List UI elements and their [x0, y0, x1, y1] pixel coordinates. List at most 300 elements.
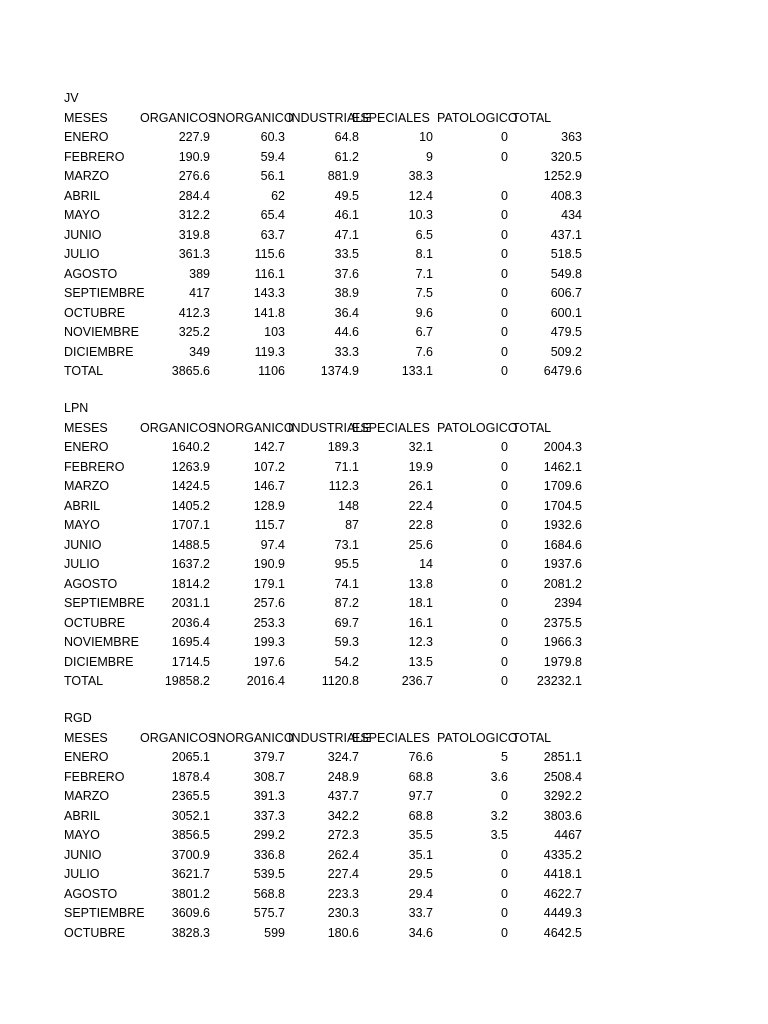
table-row — [0, 865, 768, 885]
especiales-cell: 133.1 — [401, 364, 433, 378]
industriale-cell: 324.7 — [327, 750, 359, 764]
inorganico-cell: 63.7 — [260, 227, 285, 242]
month-cell: JULIO — [64, 557, 100, 571]
month-cell: OCTUBRE — [64, 615, 126, 630]
organicos-cell: 2365.5 — [171, 789, 210, 803]
total-row — [0, 362, 768, 382]
industriale-cell: 64.8 — [334, 130, 359, 144]
organicos-cell: 1707.1 — [171, 518, 210, 532]
industriale-cell: 61.2 — [334, 149, 359, 164]
table-row — [0, 633, 768, 653]
industriale-cell: 272.3 — [327, 828, 359, 842]
organicos-cell: 1695.4 — [171, 635, 210, 649]
header-total: TOTAL — [512, 420, 552, 435]
patologico-cell: 0 — [501, 654, 508, 669]
inorganico-cell: 575.7 — [253, 906, 285, 920]
header-meses: MESES — [64, 110, 108, 125]
industriale-cell: 248.9 — [327, 769, 359, 784]
industriale-cell: 262.4 — [327, 847, 359, 862]
inorganico-cell: 391.3 — [253, 789, 285, 803]
total-cell: 1937.6 — [543, 557, 582, 571]
header-inorganico: INORGANICO — [213, 420, 294, 435]
especiales-cell: 26.1 — [408, 479, 433, 493]
table-row — [0, 187, 768, 207]
total-cell: 437.1 — [550, 227, 582, 242]
especiales-cell: 9 — [426, 149, 433, 164]
patologico-cell: 0 — [501, 325, 508, 339]
table-row — [0, 594, 768, 614]
industriale-cell: 54.2 — [334, 654, 359, 669]
table-row — [0, 846, 768, 866]
organicos-cell: 319.8 — [178, 227, 210, 242]
total-cell: 606.7 — [550, 286, 582, 300]
organicos-cell: 1640.2 — [171, 440, 210, 454]
inorganico-cell: 2016.4 — [246, 674, 285, 688]
table-row — [0, 458, 768, 478]
organicos-cell: 3801.2 — [171, 886, 210, 901]
inorganico-cell: 128.9 — [253, 498, 285, 513]
organicos-cell: 1637.2 — [171, 557, 210, 571]
organicos-cell: 312.2 — [178, 208, 210, 222]
table-row — [0, 748, 768, 768]
total-cell: 408.3 — [550, 188, 582, 203]
industriale-cell: 881.9 — [327, 169, 359, 183]
especiales-cell: 8.1 — [415, 247, 433, 261]
industriale-cell: 33.5 — [334, 247, 359, 261]
patologico-cell: 0 — [501, 247, 508, 261]
month-cell: TOTAL — [64, 364, 104, 378]
especiales-cell: 236.7 — [401, 674, 433, 688]
especiales-cell: 29.5 — [408, 867, 433, 881]
organicos-cell: 1714.5 — [171, 654, 210, 669]
table-row — [0, 807, 768, 827]
table-row — [0, 265, 768, 285]
industriale-cell: 87.2 — [334, 596, 359, 610]
organicos-cell: 2065.1 — [171, 750, 210, 764]
month-cell: OCTUBRE — [64, 925, 126, 940]
organicos-cell: 276.6 — [178, 169, 210, 183]
especiales-cell: 7.5 — [415, 286, 433, 300]
organicos-cell: 1814.2 — [171, 576, 210, 591]
especiales-cell: 12.3 — [408, 635, 433, 649]
patologico-cell: 0 — [501, 305, 508, 320]
patologico-cell: 0 — [501, 847, 508, 862]
industriale-cell: 59.3 — [334, 635, 359, 649]
especiales-cell: 18.1 — [408, 596, 433, 610]
especiales-cell: 19.9 — [408, 459, 433, 474]
header-organicos: ORGANICOS — [140, 110, 217, 125]
total-cell: 320.5 — [550, 149, 582, 164]
patologico-cell: 0 — [501, 615, 508, 630]
inorganico-cell: 337.3 — [253, 808, 285, 823]
month-cell: MARZO — [64, 789, 110, 803]
inorganico-cell: 253.3 — [253, 615, 285, 630]
especiales-cell: 68.8 — [408, 808, 433, 823]
total-cell: 1979.8 — [543, 654, 582, 669]
table-row — [0, 516, 768, 536]
patologico-cell: 0 — [501, 867, 508, 881]
patologico-cell: 0 — [501, 596, 508, 610]
header-row — [0, 729, 768, 749]
month-cell: MAYO — [64, 208, 100, 222]
table-row — [0, 787, 768, 807]
inorganico-cell: 568.8 — [253, 886, 285, 901]
total-cell: 6479.6 — [543, 364, 582, 378]
inorganico-cell: 143.3 — [253, 286, 285, 300]
table-row — [0, 536, 768, 556]
month-cell: FEBRERO — [64, 459, 125, 474]
table-row — [0, 924, 768, 944]
table-row — [0, 148, 768, 168]
industriale-cell: 38.9 — [334, 286, 359, 300]
organicos-cell: 3609.6 — [171, 906, 210, 920]
section-title: LPN — [64, 401, 89, 415]
inorganico-cell: 336.8 — [253, 847, 285, 862]
industriale-cell: 227.4 — [327, 867, 359, 881]
table-row — [0, 323, 768, 343]
patologico-cell — [436, 167, 508, 187]
patologico-cell: 0 — [501, 440, 508, 454]
month-cell: SEPTIEMBRE — [64, 596, 145, 610]
total-cell: 3803.6 — [543, 808, 582, 823]
patologico-cell: 0 — [501, 344, 508, 359]
patologico-cell: 0 — [501, 498, 508, 513]
total-cell: 1462.1 — [543, 459, 582, 474]
total-cell: 549.8 — [550, 266, 582, 281]
organicos-cell: 1263.9 — [171, 459, 210, 474]
organicos-cell: 412.3 — [178, 305, 210, 320]
especiales-cell: 22.4 — [408, 498, 433, 513]
industriale-cell: 230.3 — [327, 906, 359, 920]
total-cell: 23232.1 — [536, 674, 582, 688]
industriale-cell: 49.5 — [334, 188, 359, 203]
inorganico-cell: 56.1 — [260, 169, 285, 183]
industriale-cell: 189.3 — [327, 440, 359, 454]
industriale-cell: 87 — [345, 518, 359, 532]
industriale-cell: 73.1 — [334, 537, 359, 552]
industriale-cell: 37.6 — [334, 266, 359, 281]
table-row — [0, 575, 768, 595]
section-title: RGD — [64, 711, 92, 725]
total-cell: 1704.5 — [543, 498, 582, 513]
organicos-cell: 3700.9 — [171, 847, 210, 862]
especiales-cell: 35.1 — [408, 847, 433, 862]
inorganico-cell: 539.5 — [253, 867, 285, 881]
month-cell: MARZO — [64, 479, 110, 493]
especiales-cell: 29.4 — [408, 886, 433, 901]
industriale-cell: 437.7 — [327, 789, 359, 803]
total-cell: 4449.3 — [543, 906, 582, 920]
organicos-cell: 3856.5 — [171, 828, 210, 842]
inorganico-cell: 115.6 — [254, 247, 285, 261]
total-cell: 509.2 — [550, 344, 582, 359]
especiales-cell: 7.1 — [415, 266, 433, 281]
table-row — [0, 555, 768, 575]
month-cell: ABRIL — [64, 498, 101, 513]
month-cell: ABRIL — [64, 188, 101, 203]
especiales-cell: 68.8 — [408, 769, 433, 784]
month-cell: OCTUBRE — [64, 305, 126, 320]
inorganico-cell: 141.8 — [253, 305, 285, 320]
patologico-cell: 3.2 — [490, 808, 508, 823]
organicos-cell: 1405.2 — [171, 498, 210, 513]
especiales-cell: 35.5 — [408, 828, 433, 842]
organicos-cell: 227.9 — [178, 130, 210, 144]
inorganico-cell: 107.2 — [253, 459, 285, 474]
month-cell: SEPTIEMBRE — [64, 906, 145, 920]
total-cell: 3292.2 — [543, 789, 582, 803]
patologico-cell: 0 — [501, 537, 508, 552]
header-patologico: PATOLOGICO — [437, 110, 518, 125]
especiales-cell: 76.6 — [408, 750, 433, 764]
organicos-cell: 284.4 — [178, 188, 210, 203]
industriale-cell: 1120.8 — [321, 674, 359, 688]
total-cell: 2375.5 — [543, 615, 582, 630]
month-cell: JULIO — [64, 247, 100, 261]
especiales-cell: 22.8 — [408, 518, 433, 532]
total-cell: 4418.1 — [543, 867, 582, 881]
table-row — [0, 497, 768, 517]
inorganico-cell: 116.1 — [254, 266, 285, 281]
patologico-cell: 5 — [501, 750, 508, 764]
especiales-cell: 6.5 — [415, 227, 433, 242]
table-row — [0, 167, 768, 187]
especiales-cell: 97.7 — [408, 789, 433, 803]
especiales-cell: 10 — [419, 130, 433, 144]
month-cell: ENERO — [64, 130, 109, 144]
industriale-cell: 69.7 — [334, 615, 359, 630]
total-cell: 4335.2 — [543, 847, 582, 862]
inorganico-cell: 197.6 — [253, 654, 285, 669]
total-row — [0, 672, 768, 692]
especiales-cell: 10.3 — [408, 208, 433, 222]
inorganico-cell: 1106 — [258, 364, 285, 378]
patologico-cell: 0 — [501, 906, 508, 920]
month-cell: MARZO — [64, 169, 110, 183]
inorganico-cell: 60.3 — [260, 130, 285, 144]
month-cell: AGOSTO — [64, 576, 118, 591]
total-cell: 434 — [561, 208, 582, 222]
table-row — [0, 226, 768, 246]
total-cell: 4642.5 — [543, 925, 582, 940]
patologico-cell: 0 — [501, 576, 508, 591]
month-cell: JUNIO — [64, 537, 102, 552]
total-cell: 4467 — [554, 828, 582, 842]
inorganico-cell: 97.4 — [260, 537, 285, 552]
industriale-cell: 223.3 — [327, 886, 359, 901]
inorganico-cell: 190.9 — [253, 557, 285, 571]
industriale-cell: 74.1 — [334, 576, 359, 591]
inorganico-cell: 257.6 — [253, 596, 285, 610]
patologico-cell: 0 — [501, 130, 508, 144]
table-row — [0, 768, 768, 788]
patologico-cell: 3.6 — [490, 769, 508, 784]
organicos-cell: 1488.5 — [171, 537, 210, 552]
month-cell: ENERO — [64, 750, 109, 764]
inorganico-cell: 62 — [271, 188, 285, 203]
patologico-cell: 0 — [501, 479, 508, 493]
header-patologico: PATOLOGICO — [437, 420, 518, 435]
header-meses: MESES — [64, 420, 108, 435]
patologico-cell: 3.5 — [490, 828, 508, 842]
especiales-cell: 9.6 — [415, 305, 433, 320]
header-total: TOTAL — [512, 110, 552, 125]
month-cell: JUNIO — [64, 847, 102, 862]
total-cell: 363 — [561, 130, 582, 144]
patologico-cell: 0 — [501, 286, 508, 300]
header-inorganico: INORGANICO — [213, 730, 294, 745]
patologico-cell: 0 — [501, 635, 508, 649]
month-cell: MAYO — [64, 828, 100, 842]
industriale-cell: 1374.9 — [320, 364, 359, 378]
industriale-cell: 342.2 — [327, 808, 359, 823]
total-cell: 4622.7 — [543, 886, 582, 901]
month-cell: FEBRERO — [64, 149, 125, 164]
patologico-cell: 0 — [501, 886, 508, 901]
organicos-cell: 3865.6 — [171, 364, 210, 378]
month-cell: JUNIO — [64, 227, 102, 242]
table-row — [0, 438, 768, 458]
table-row — [0, 826, 768, 846]
section-title: JV — [64, 91, 79, 105]
total-cell: 1709.6 — [543, 479, 582, 493]
header-row — [0, 109, 768, 129]
especiales-cell: 16.1 — [408, 615, 433, 630]
total-cell: 600.1 — [550, 305, 582, 320]
table-row — [0, 245, 768, 265]
patologico-cell: 0 — [501, 188, 508, 203]
organicos-cell: 325.2 — [178, 325, 210, 339]
patologico-cell: 0 — [501, 459, 508, 474]
industriale-cell: 95.5 — [334, 557, 359, 571]
organicos-cell: 190.9 — [178, 149, 210, 164]
industriale-cell: 33.3 — [334, 344, 359, 359]
month-cell: DICIEMBRE — [64, 344, 134, 359]
inorganico-cell: 599 — [264, 925, 285, 940]
especiales-cell: 6.7 — [415, 325, 433, 339]
header-inorganico: INORGANICO — [213, 110, 294, 125]
month-cell: NOVIEMBRE — [64, 635, 140, 649]
industriale-cell: 112.3 — [328, 479, 359, 493]
inorganico-cell: 142.7 — [253, 440, 285, 454]
month-cell: DICIEMBRE — [64, 654, 134, 669]
especiales-cell: 25.6 — [408, 537, 433, 552]
header-row — [0, 419, 768, 439]
inorganico-cell: 115.7 — [254, 518, 285, 532]
patologico-cell: 0 — [501, 364, 508, 378]
inorganico-cell: 146.7 — [253, 479, 285, 493]
especiales-cell: 12.4 — [408, 188, 433, 203]
header-organicos: ORGANICOS — [140, 420, 217, 435]
inorganico-cell: 59.4 — [260, 149, 285, 164]
patologico-cell: 0 — [501, 789, 508, 803]
organicos-cell: 361.3 — [178, 247, 210, 261]
patologico-cell: 0 — [501, 557, 508, 571]
especiales-cell: 13.8 — [408, 576, 433, 591]
total-cell: 479.5 — [550, 325, 582, 339]
table-row — [0, 904, 768, 924]
table-row — [0, 614, 768, 634]
table-row — [0, 343, 768, 363]
header-total: TOTAL — [512, 730, 552, 745]
month-cell: NOVIEMBRE — [64, 325, 140, 339]
total-cell: 2081.2 — [543, 576, 582, 591]
industriale-cell: 71.1 — [334, 459, 359, 474]
especiales-cell: 14 — [419, 557, 433, 571]
organicos-cell: 417 — [189, 286, 210, 300]
inorganico-cell: 65.4 — [260, 208, 285, 222]
month-cell: ABRIL — [64, 808, 101, 823]
industriale-cell: 46.1 — [334, 208, 359, 222]
especiales-cell: 38.3 — [408, 169, 433, 183]
organicos-cell: 3621.7 — [171, 867, 210, 881]
month-cell: SEPTIEMBRE — [64, 286, 145, 300]
total-cell: 1252.9 — [543, 169, 582, 183]
especiales-cell: 34.6 — [408, 925, 433, 940]
total-cell: 518.5 — [550, 247, 582, 261]
table-row — [0, 128, 768, 148]
header-especiales: ESPECIALES — [352, 730, 430, 745]
inorganico-cell: 119.3 — [254, 344, 285, 359]
especiales-cell: 32.1 — [408, 440, 433, 454]
inorganico-cell: 199.3 — [253, 635, 285, 649]
patologico-cell: 0 — [501, 227, 508, 242]
organicos-cell: 349 — [189, 344, 210, 359]
table-row — [0, 206, 768, 226]
industriale-cell: 47.1 — [334, 227, 359, 242]
organicos-cell: 1424.5 — [171, 479, 210, 493]
especiales-cell: 33.7 — [408, 906, 433, 920]
header-especiales: ESPECIALES — [352, 110, 430, 125]
total-cell: 2394 — [554, 596, 582, 610]
organicos-cell: 3828.3 — [171, 925, 210, 940]
header-patologico: PATOLOGICO — [437, 730, 518, 745]
organicos-cell: 389 — [189, 266, 210, 281]
header-industriale: INDUSTRIALE — [288, 730, 371, 745]
header-meses: MESES — [64, 730, 108, 745]
month-cell: ENERO — [64, 440, 109, 454]
industriale-cell: 180.6 — [327, 925, 359, 940]
organicos-cell: 19858.2 — [164, 674, 210, 688]
total-cell: 1966.3 — [543, 635, 582, 649]
especiales-cell: 13.5 — [408, 654, 433, 669]
organicos-cell: 2031.1 — [171, 596, 210, 610]
table-row — [0, 885, 768, 905]
inorganico-cell: 179.1 — [253, 576, 285, 591]
header-industriale: INDUSTRIALE — [288, 110, 371, 125]
total-cell: 1932.6 — [543, 518, 582, 532]
header-industriale: INDUSTRIALE — [288, 420, 371, 435]
month-cell: MAYO — [64, 518, 100, 532]
table-row — [0, 653, 768, 673]
inorganico-cell: 103 — [264, 325, 285, 339]
inorganico-cell: 299.2 — [253, 828, 285, 842]
month-cell: TOTAL — [64, 674, 104, 688]
patologico-cell: 0 — [501, 208, 508, 222]
industriale-cell: 148 — [338, 498, 359, 513]
table-row — [0, 304, 768, 324]
organicos-cell: 2036.4 — [171, 615, 210, 630]
inorganico-cell: 379.7 — [253, 750, 285, 764]
industriale-cell: 36.4 — [334, 305, 359, 320]
total-cell: 2851.1 — [543, 750, 582, 764]
organicos-cell: 1878.4 — [171, 769, 210, 784]
month-cell: AGOSTO — [64, 886, 118, 901]
organicos-cell: 3052.1 — [171, 808, 210, 823]
patologico-cell: 0 — [501, 518, 508, 532]
patologico-cell: 0 — [501, 925, 508, 940]
month-cell: AGOSTO — [64, 266, 118, 281]
